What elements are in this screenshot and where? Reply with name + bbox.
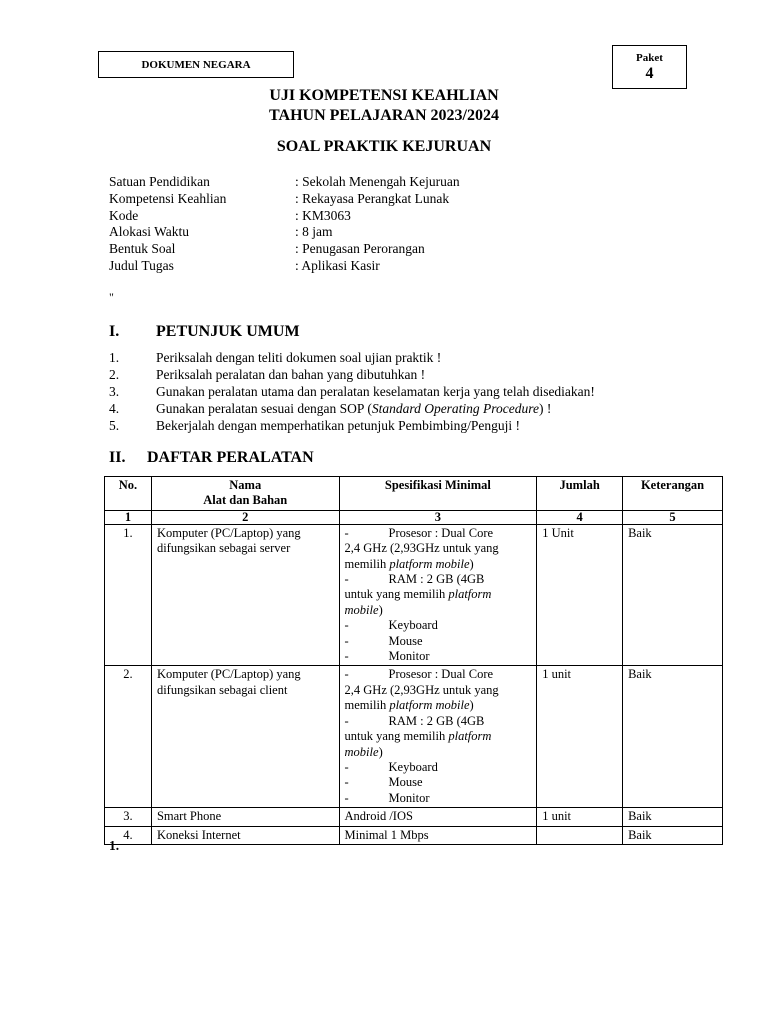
- info-row: [109, 258, 460, 275]
- column-number-row: [105, 510, 723, 524]
- spec-line: [345, 698, 532, 713]
- list-item: [109, 401, 595, 418]
- spec-text: memilih: [344, 698, 390, 713]
- info-key: Alokasi Waktu: [109, 224, 190, 240]
- spec-line: [345, 745, 532, 760]
- list-item: [109, 418, 595, 435]
- cell-no: 4.: [105, 826, 152, 844]
- info-row: [109, 241, 460, 258]
- spec-line: [345, 526, 532, 541]
- list-text: [156, 401, 551, 418]
- cell-nama: Komputer (PC/Laptop) yang difungsikan sebagai server: [151, 524, 339, 666]
- paket-box: [612, 45, 687, 89]
- spec-text: Monitor: [388, 649, 430, 664]
- table-header-row: [105, 477, 723, 511]
- spec-dash: -: [344, 759, 349, 774]
- dokumen-negara-label: DOKUMEN NEGARA: [141, 58, 251, 71]
- list-number: 4.: [109, 400, 120, 416]
- spec-text: Monitor: [388, 790, 430, 805]
- spec-dash: -: [344, 790, 349, 805]
- spec-text: 2,4 GHz (2,93GHz untuk yang: [344, 682, 499, 697]
- petunjuk-list: [109, 350, 595, 435]
- col-number: 4: [537, 510, 623, 524]
- cell-spec: [339, 666, 537, 808]
- spec-italic: platform mobile: [389, 698, 470, 713]
- section-1-numeral: I.: [109, 323, 120, 340]
- spec-text: Mouse: [388, 775, 423, 790]
- spec-text: Mouse: [388, 633, 423, 648]
- cell-ket: Baik: [623, 808, 723, 826]
- list-text: Periksalah peralatan dan bahan yang dibutuhkan !: [156, 366, 426, 382]
- spec-line: [345, 649, 532, 664]
- info-value: : Rekayasa Perangkat Lunak: [295, 190, 450, 206]
- info-value: : Aplikasi Kasir: [295, 257, 380, 273]
- cell-no: 3.: [105, 808, 152, 826]
- cell-spec: Minimal 1 Mbps: [339, 826, 537, 844]
- section-2-numeral: II.: [109, 449, 126, 466]
- info-row: [109, 208, 460, 225]
- cell-nama: Smart Phone: [151, 808, 339, 826]
- title-line-3: SOAL PRAKTIK KEJURUAN: [276, 138, 492, 155]
- cell-jumlah: 1 Unit: [537, 524, 623, 666]
- list-text-start: Gunakan peralatan sesuai dengan SOP (: [156, 400, 372, 416]
- spec-line: [345, 729, 532, 744]
- info-key: Judul Tugas: [109, 257, 174, 273]
- spec-line: [345, 557, 532, 572]
- cell-spec: [339, 524, 537, 666]
- spec-dash: -: [344, 572, 349, 587]
- spec-dash: -: [344, 649, 349, 664]
- list-text: Gunakan peralatan utama dan peralatan keselamatan kerja yang telah disediakan!: [156, 383, 595, 399]
- spec-line: [345, 603, 532, 618]
- spec-text: memilih: [344, 556, 390, 571]
- section-2-title: DAFTAR PERALATAN: [147, 449, 314, 466]
- table-row: [105, 826, 723, 844]
- spec-text: ): [469, 698, 474, 713]
- spec-italic: platform: [448, 587, 492, 602]
- cell-ket: Baik: [623, 524, 723, 666]
- spec-text: RAM : 2 GB (4GB: [388, 713, 485, 728]
- col-number: 3: [339, 510, 537, 524]
- col-number: 1: [105, 510, 152, 524]
- header-nama-line-2: Alat dan Bahan: [203, 493, 288, 508]
- list-number: 2.: [109, 366, 120, 382]
- title-line-2: TAHUN PELAJARAN 2023/2024: [269, 107, 499, 124]
- header-ket: Keterangan: [623, 477, 723, 511]
- table-row: [105, 666, 723, 808]
- spec-text: 2,4 GHz (2,93GHz untuk yang: [344, 541, 499, 556]
- spec-text: Keyboard: [388, 618, 438, 633]
- equipment-table: [104, 476, 723, 845]
- spec-text: Prosesor : Dual Core: [388, 525, 494, 540]
- cell-jumlah: 1 unit: [537, 666, 623, 808]
- spec-line: [345, 714, 532, 729]
- spec-dash: -: [344, 713, 349, 728]
- header-no: No.: [105, 477, 152, 511]
- cell-ket: Baik: [623, 826, 723, 844]
- paket-label: Paket: [636, 52, 663, 64]
- cell-jumlah: [537, 826, 623, 844]
- section-1-title: PETUNJUK UMUM: [156, 323, 300, 340]
- header-nama: [151, 477, 339, 511]
- exam-info: [109, 174, 460, 275]
- paket-number: 4: [645, 65, 654, 82]
- spec-line: [345, 667, 532, 682]
- header-spec: Spesifikasi Minimal: [339, 477, 537, 511]
- spec-dash: -: [344, 775, 349, 790]
- spec-text: ): [378, 744, 383, 759]
- cell-ket: Baik: [623, 666, 723, 808]
- list-number: 3.: [109, 383, 120, 399]
- info-row: [109, 191, 460, 208]
- info-key: Kompetensi Keahlian: [109, 190, 227, 206]
- col-number: 5: [623, 510, 723, 524]
- title-line-1: UJI KOMPETENSI KEAHLIAN: [269, 87, 499, 104]
- table-row: [105, 524, 723, 666]
- col-number: 2: [151, 510, 339, 524]
- info-row: [109, 224, 460, 241]
- list-item: [109, 367, 595, 384]
- table-row: [105, 808, 723, 826]
- cell-jumlah: 1 unit: [537, 808, 623, 826]
- spec-dash: -: [344, 525, 349, 540]
- spec-italic: mobile: [344, 602, 379, 617]
- spec-text: untuk yang memilih: [344, 729, 449, 744]
- spec-dash: -: [344, 667, 349, 682]
- cell-no: 2.: [105, 666, 152, 808]
- spec-line: [345, 634, 532, 649]
- header-nama-line-1: Nama: [229, 478, 262, 492]
- info-key: Bentuk Soal: [109, 241, 176, 257]
- cell-nama: Koneksi Internet: [151, 826, 339, 844]
- spec-italic: platform: [448, 729, 492, 744]
- info-value: : 8 jam: [295, 224, 333, 240]
- spec-line: [345, 775, 532, 790]
- info-value: : KM3063: [295, 207, 351, 223]
- info-key: Satuan Pendidikan: [109, 174, 210, 189]
- list-item: [109, 384, 595, 401]
- list-number: 1.: [109, 350, 120, 365]
- sop-term: Standard Operating Procedure: [371, 400, 540, 416]
- list-item: [109, 350, 595, 367]
- cell-spec: Android /IOS: [339, 808, 537, 826]
- spec-line: [345, 572, 532, 587]
- spec-text: ): [378, 602, 383, 617]
- spec-text: RAM : 2 GB (4GB: [388, 572, 485, 587]
- spec-italic: platform mobile: [389, 556, 470, 571]
- trailing-list-number: 1.: [109, 838, 120, 853]
- spec-dash: -: [344, 633, 349, 648]
- spec-italic: mobile: [344, 744, 379, 759]
- spec-text: ): [469, 556, 474, 571]
- list-text: Periksalah dengan teliti dokumen soal ujian praktik !: [156, 350, 442, 365]
- spec-line: [345, 791, 532, 806]
- info-value: : Sekolah Menengah Kejuruan: [295, 174, 460, 189]
- spec-dash: -: [344, 618, 349, 633]
- spec-text: Prosesor : Dual Core: [388, 667, 494, 682]
- list-number: 5.: [109, 417, 120, 433]
- spec-line: [345, 760, 532, 775]
- info-row: [109, 174, 460, 191]
- list-text: Bekerjalah dengan memperhatikan petunjuk Pembimbing/Penguji !: [156, 417, 521, 433]
- spec-text: Keyboard: [388, 759, 438, 774]
- dokumen-negara-box: [98, 51, 294, 78]
- stray-quote-mark: ": [109, 290, 114, 304]
- list-text-end: ) !: [539, 400, 552, 416]
- spec-line: [345, 618, 532, 633]
- info-key: Kode: [109, 207, 139, 223]
- spec-text: untuk yang memilih: [344, 587, 449, 602]
- header-jumlah: Jumlah: [537, 477, 623, 511]
- spec-line: [345, 587, 532, 602]
- info-value: : Penugasan Perorangan: [295, 241, 425, 257]
- cell-no: 1.: [105, 524, 152, 666]
- cell-nama: Komputer (PC/Laptop) yang difungsikan sebagai client: [151, 666, 339, 808]
